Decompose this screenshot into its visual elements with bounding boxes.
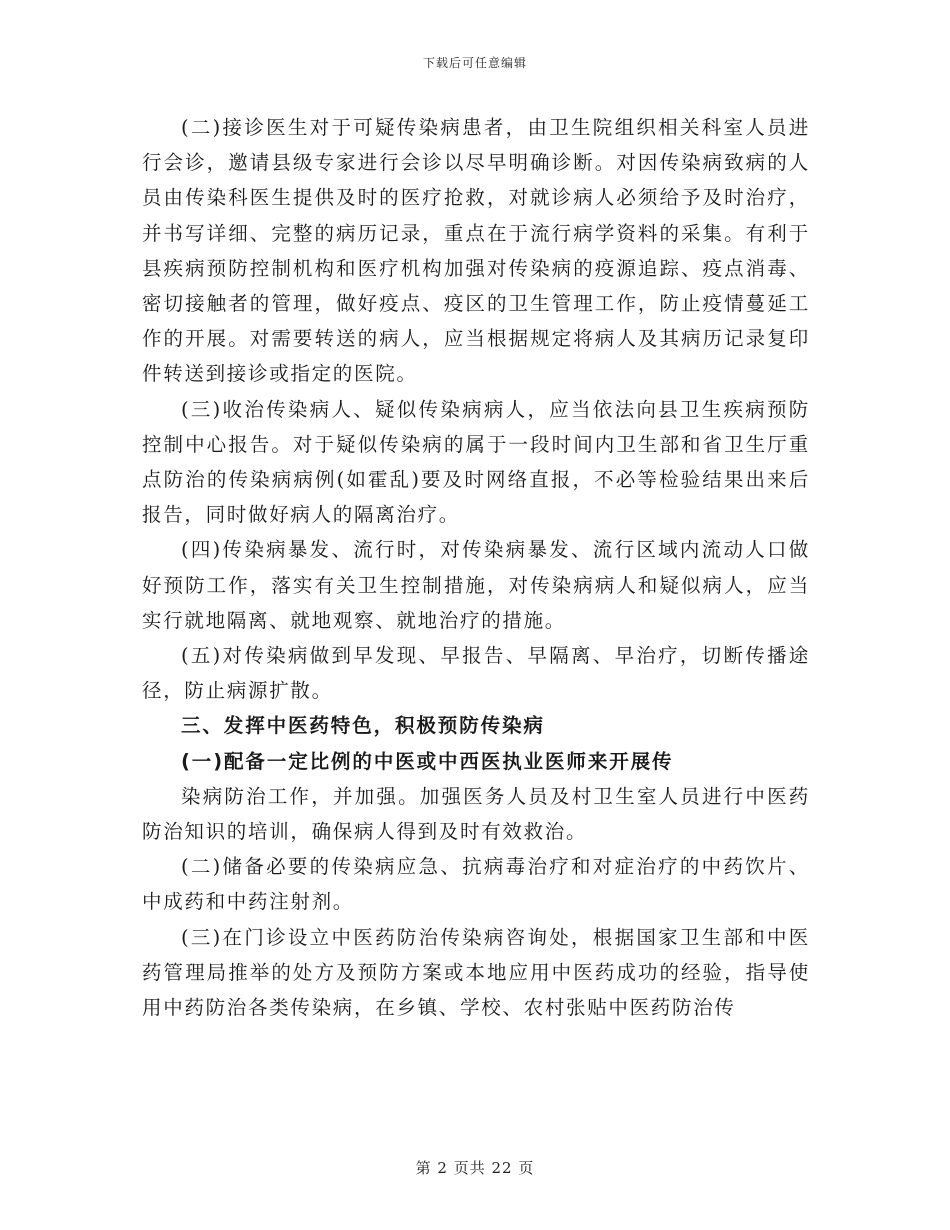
paragraph-continuation: 染病防治工作，并加强。加强医务人员及村卫生室人员进行中医药防治知识的培训，确保病人得到及时有效救治。 [142, 784, 810, 844]
document-body [142, 110, 810, 1025]
page-number-footer: 第 2 页共 22 页 [415, 1159, 535, 1177]
paragraph-tcm-2: (二)储备必要的传染病应急、抗病毒治疗和对症治疗的中药饮片、中成药和中药注射剂。 [142, 855, 810, 914]
paragraph-2: (二)接诊医生对于可疑传染病患者，由卫生院组织相关科室人员进行会诊，邀请县级专家进行会诊以尽早明确诊断。对因传染病致病的人员由传染科医生提供及时的医疗抢救，对就诊病人必须给予及时治疗，并书写详细、完整的病历记录，重点在于流行病学资料的采集。有利于县疾病预防控制机构和医疗机构加强对传染病的疫源追踪、疫点消毒、密切接触者的管理，做好疫点、疫区的卫生管理工作，防止疫情蔓延工作的开展。对需要转送的病人，应当根据规定将病人及其病历记录复印件转送到接诊或指定的医院。 [142, 116, 810, 386]
section-heading-3: 三、发挥中医药特色，积极预防传染病 [181, 714, 545, 738]
page-header-note: 下载后可任意编辑 [422, 56, 527, 70]
paragraph-5: (五)对传染病做到早发现、早报告、早隔离、早治疗，切断传播途径，防止病源扩散。 [142, 644, 810, 703]
subsection-heading-1: (一)配备一定比例的中医或中西医执业医师来开展传 [181, 749, 674, 773]
paragraph-3: (三)收治传染病人、疑似传染病病人，应当依法向县卫生疾病预防控制中心报告。对于疑似传染病的属于一段时间内卫生部和省卫生厅重点防治的传染病病例(如霍乱)要及时网络直报，不必等检验结果出来后报告，同时做好病人的隔离治疗。 [142, 397, 810, 527]
paragraph-4: (四)传染病暴发、流行时，对传染病暴发、流行区域内流动人口做好预防工作，落实有关卫生控制措施，对传染病病人和疑似病人，应当实行就地隔离、就地观察、就地治疗的措施。 [142, 538, 810, 632]
paragraph-tcm-3: (三)在门诊设立中医药防治传染病咨询处，根据国家卫生部和中医药管理局推举的处方及预防方案或本地应用中医药成功的经验，指导使用中药防治各类传染病，在乡镇、学校、农村张贴中医药防治传 [142, 925, 810, 1020]
